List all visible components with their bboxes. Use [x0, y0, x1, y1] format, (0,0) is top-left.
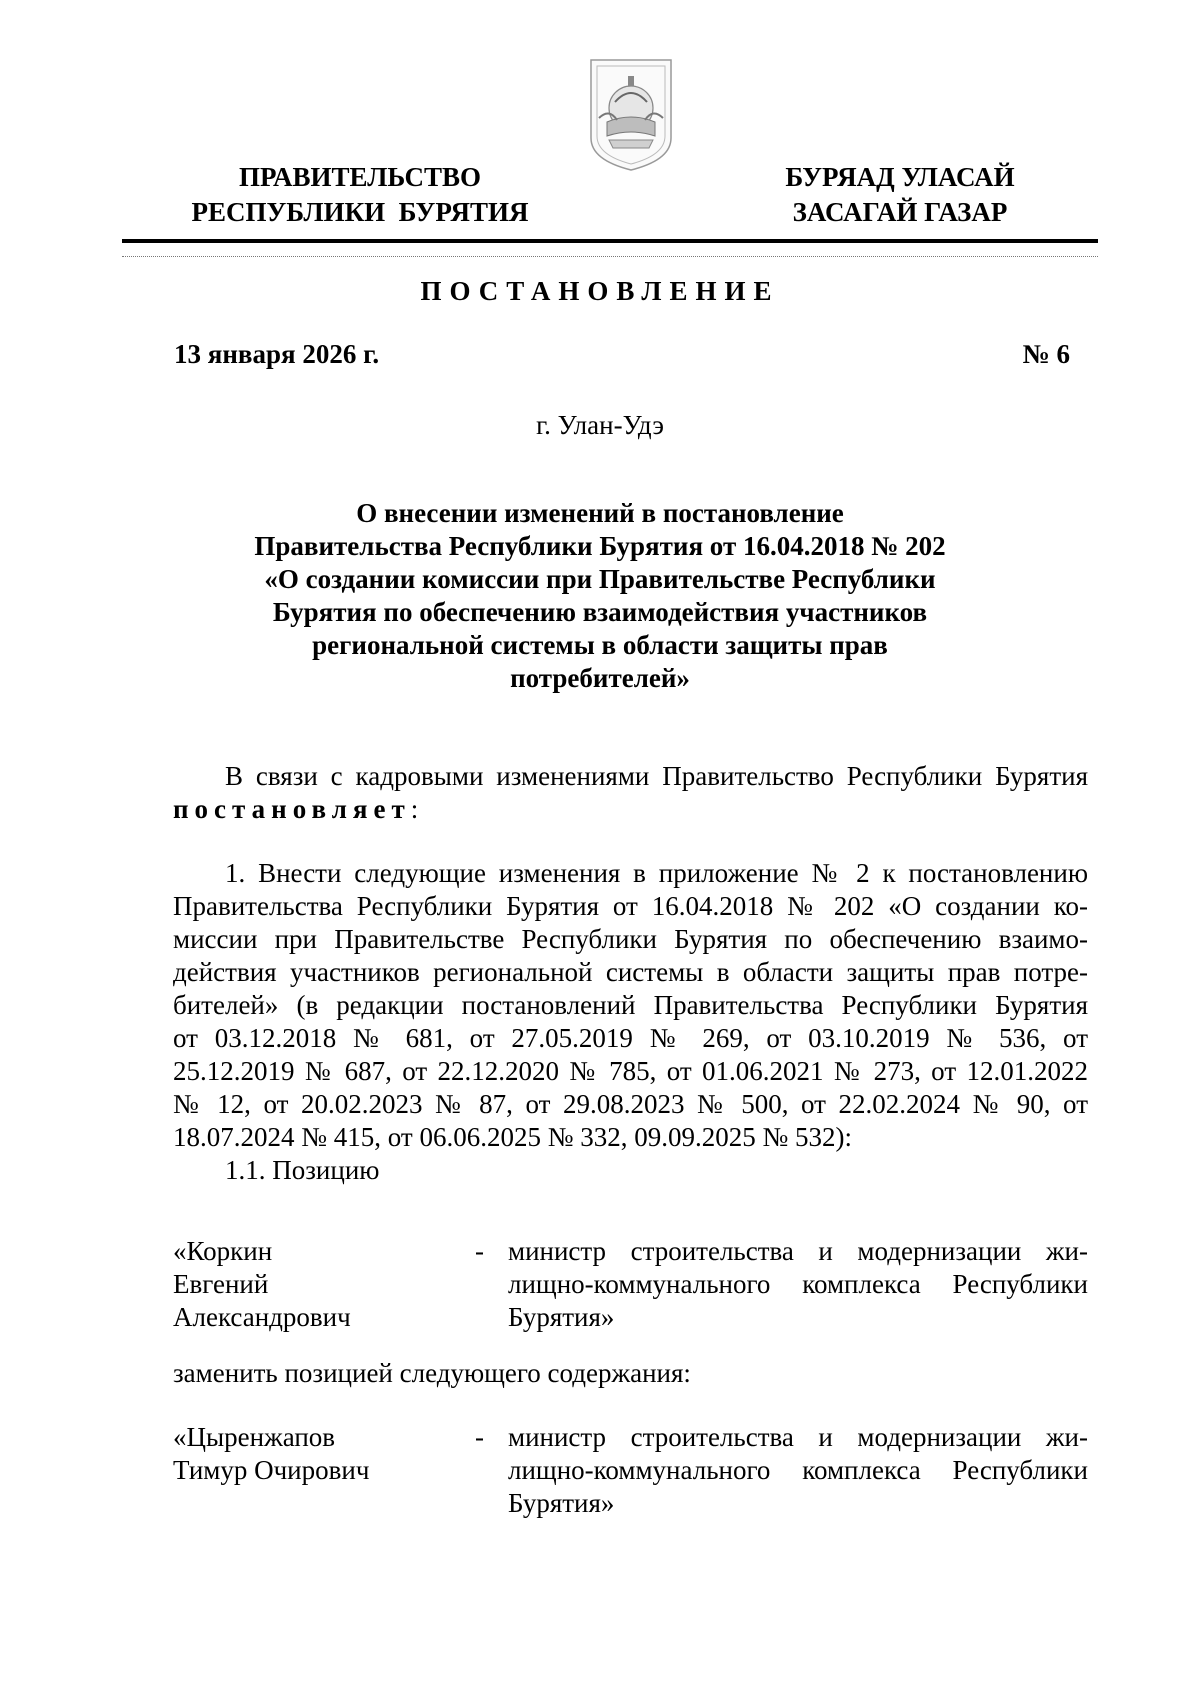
preamble-text: В связи с кадровыми изменениями Правительство Республики Бурятия [225, 761, 1088, 791]
desc-line: министр строительства и модернизации жи- [508, 1236, 1088, 1266]
item-line: действия участников региональной системы в области защиты прав потре- [173, 957, 1088, 987]
name-line: «Коркин [173, 1236, 273, 1266]
preamble-paragraph [173, 760, 1088, 826]
desc-line: министр строительства и модернизации жи- [508, 1422, 1088, 1452]
org-line: ЗАСАГАЙ ГАЗАР [792, 197, 1008, 227]
org-name-buryat [720, 160, 1080, 230]
desc-line: лищно-коммунального комплекса Республики [508, 1269, 1088, 1299]
item-line: Правительства Республики Бурятия от 16.04.2018 № 202 «О создании ко- [173, 891, 1088, 921]
item-1-paragraph [173, 857, 1088, 1187]
item-line: миссии при Правительстве Республики Бурятия по обеспечению взаимо- [173, 924, 1088, 954]
title-line: потребителей» [510, 663, 690, 693]
title-line: Бурятия по обеспечению взаимодействия участников [272, 597, 928, 627]
item-subpoint: 1.1. Позицию [225, 1155, 380, 1185]
title-line: региональной системы в области защиты прав [312, 630, 888, 660]
preamble-verb: постановляет [173, 794, 411, 824]
new-position-name [173, 1421, 463, 1487]
name-line: Александрович [173, 1302, 351, 1332]
org-line: РЕСПУБЛИКИ БУРЯТИЯ [191, 197, 529, 227]
coat-of-arms-emblem [585, 56, 677, 174]
document-city: г. Улан-Удэ [536, 410, 664, 440]
item-line: 18.07.2024 № 415, от 06.06.2025 № 332, 09.09.2025 № 532): [173, 1122, 852, 1152]
item-line: 1. Внести следующие изменения в приложение № 2 к постановлению [225, 858, 1088, 888]
document-date: 13 января 2026 г. [174, 339, 380, 369]
name-line: Тимур Очирович [173, 1455, 370, 1485]
title-line: О внесении изменений в постановление [356, 498, 844, 528]
org-line: ПРАВИТЕЛЬСТВО [238, 162, 482, 192]
item-line: № 12, от 20.02.2023 № 87, от 29.08.2023 № 500, от 22.02.2024 № 90, от [173, 1089, 1088, 1119]
desc-line: лищно-коммунального комплекса Республики [508, 1455, 1088, 1485]
header-divider-thin [122, 256, 1098, 257]
replace-instruction: заменить позицией следующего содержания: [173, 1358, 691, 1388]
name-line: «Цыренжапов [173, 1422, 336, 1452]
document-title [250, 497, 950, 695]
desc-line: Бурятия» [508, 1302, 615, 1332]
new-position-dash: - [475, 1422, 484, 1452]
item-line: бителей» (в редакции постановлений Правительства Республики Бурятия [173, 990, 1088, 1020]
item-line: 25.12.2019 № 687, от 22.12.2020 № 785, от 01.06.2021 № 273, от 12.01.2022 [173, 1056, 1088, 1086]
old-position-description [508, 1235, 1088, 1334]
new-position-description [508, 1421, 1088, 1520]
old-position-dash: - [475, 1236, 484, 1266]
document-type: ПОСТАНОВЛЕНИЕ [420, 276, 780, 306]
org-name-russian [160, 160, 560, 230]
item-line: от 03.12.2018 № 681, от 27.05.2019 № 269, от 03.10.2019 № 536, от [173, 1023, 1088, 1053]
name-line: Евгений [173, 1269, 269, 1299]
title-line: «О создании комиссии при Правительстве Республики [264, 564, 936, 594]
document-number: № 6 [1022, 339, 1070, 369]
preamble-end: : [410, 794, 419, 824]
title-line: Правительства Республики Бурятия от 16.04.2018 № 202 [254, 531, 946, 561]
org-line: БУРЯАД УЛАСАЙ [785, 162, 1015, 192]
old-position-name [173, 1235, 463, 1334]
desc-line: Бурятия» [508, 1488, 615, 1518]
header-divider [122, 239, 1098, 243]
